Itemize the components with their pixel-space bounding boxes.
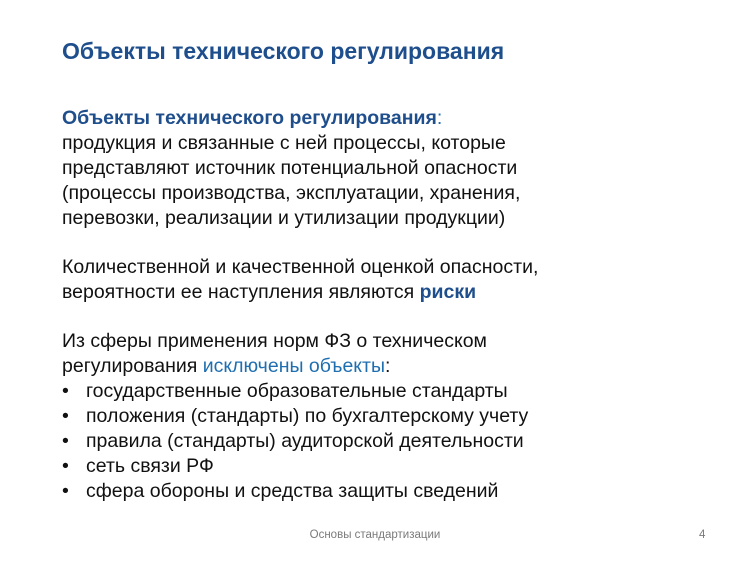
list-item-text: государственные образовательные стандарты	[86, 380, 508, 402]
exclusions-line: регулирования	[62, 355, 203, 377]
bullet-icon: •	[62, 480, 69, 502]
list-item	[62, 479, 702, 504]
page-number: 4	[699, 529, 706, 541]
risk-keyword: риски	[419, 281, 477, 303]
risk-line: вероятности ее наступления являются	[62, 281, 420, 303]
bullet-icon: •	[62, 455, 69, 477]
exclusions-colon: :	[385, 355, 391, 377]
definition-line: перевозки, реализации и утилизации продукции)	[62, 207, 506, 229]
exclusions-line: Из сферы применения норм ФЗ о техническом	[62, 330, 487, 352]
list-item-text: положения (стандарты) по бухгалтерскому учету	[86, 405, 529, 427]
bullet-icon: •	[62, 380, 69, 402]
risk-paragraph	[62, 255, 702, 305]
paragraph-spacer	[62, 231, 702, 255]
list-item	[62, 404, 702, 429]
bullet-icon: •	[62, 405, 69, 427]
exclusions-list	[62, 379, 702, 504]
risk-line: Количественной и качественной оценкой опасности,	[62, 256, 539, 278]
bullet-icon: •	[62, 430, 69, 452]
list-item-text: сфера обороны и средства защиты сведений	[86, 480, 499, 502]
list-item	[62, 379, 702, 404]
slide-title: Объекты технического регулирования	[62, 38, 505, 64]
footer-title: Основы стандартизации	[309, 529, 441, 541]
definition-line: представляют источник потенциальной опасности	[62, 157, 518, 179]
definition-term: Объекты технического регулирования	[62, 107, 437, 129]
definition-colon: :	[436, 107, 443, 129]
exclusions-paragraph	[62, 329, 702, 379]
definition-line: (процессы производства, эксплуатации, хранения,	[62, 182, 521, 204]
definition-line: продукция и связанные с ней процессы, которые	[62, 132, 506, 154]
list-item-text: сеть связи РФ	[86, 455, 214, 477]
list-item	[62, 454, 702, 479]
slide-content	[62, 106, 702, 504]
list-item	[62, 429, 702, 454]
paragraph-spacer	[62, 305, 702, 329]
excluded-objects-keyword: исключены объекты	[202, 355, 385, 377]
definition-paragraph	[62, 106, 702, 231]
list-item-text: правила (стандарты) аудиторской деятельности	[86, 430, 524, 452]
